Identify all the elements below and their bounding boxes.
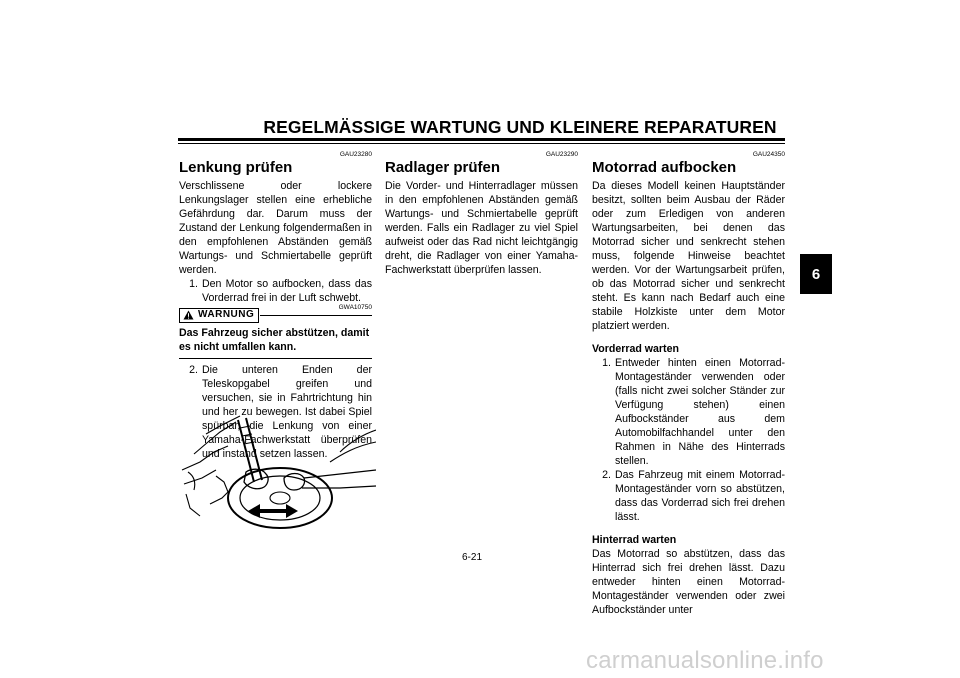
column-motorcycle-stand — [592, 150, 785, 617]
section-paragraph: Verschlissene oder lockere Lenkungslager stellen eine erhebliche Gefährdung dar. Darum muss der Zustand der Lenkung folgendermaßen in den empfohlenen Abständen gemäß Wartungs- und Schmiertabelle geprüft werden. — [179, 180, 372, 276]
step-number: 2. — [189, 364, 198, 376]
steering-check-illustration — [180, 412, 376, 530]
section-code: GAU23290 — [545, 151, 578, 158]
title-rule-thin — [178, 143, 785, 144]
warning-header — [179, 304, 372, 323]
step-number: 2. — [602, 469, 611, 481]
section-paragraph: Da dieses Modell keinen Hauptständer besitzt, sollten beim Ausbau der Räder oder zum Erledigen von anderen Wartungsarbeiten, bei denen das Motorrad sicher und senkrecht stehen muss, folgende Hinweise beachtet werden. Vor der Wartungsarbeit prüfen, ob das Motorrad sicher und senkrecht steht. Es kann nach Bedarf auch eine stabile Holzkiste unter dem Motor platziert werden. — [592, 180, 785, 332]
step-text: Das Fahrzeug mit einem Motorrad-Montageständer vorn so abstützen, dass das Vorderrad sich frei drehen lässt. — [615, 469, 785, 523]
section-heading: Radlager prüfen — [385, 159, 501, 176]
section-heading: Motorrad aufbocken — [592, 159, 737, 176]
section-code: GAU23280 — [339, 151, 372, 158]
list-item — [592, 468, 785, 524]
section-paragraph: Die Vorder- und Hinterradlager müssen in den empfohlenen Abständen gemäß Wartungs- und Schmiertabelle geprüft werden. Falls ein Radlager zu viel Spiel aufweist oder das Rad nicht leichtgängig dreht, die Radlager von einer Yamaha-Fachwerkstatt überprüfen lassen. — [385, 180, 578, 276]
list-item — [592, 356, 785, 468]
step-number: 1. — [189, 278, 198, 290]
front-step-list — [592, 356, 785, 524]
section-paragraph: Das Motorrad so abstützen, dass das Hinterrad sich frei drehen lässt. Dazu entweder hinten einen Motorrad-Montageständer verwenden oder zwei Aufbockständer unter — [592, 548, 785, 616]
warning-badge — [179, 308, 259, 323]
step-number: 1. — [602, 357, 611, 369]
section-code: GAU24350 — [752, 151, 785, 158]
watermark: carmanualsonline.info — [586, 647, 824, 674]
warning-code: GWA10750 — [338, 304, 372, 311]
chapter-tab[interactable]: 6 — [800, 254, 832, 294]
step-text: Den Motor so aufbocken, dass das Vorderrad frei in der Luft schwebt. — [202, 278, 372, 304]
page-title: REGELMÄSSIGE WARTUNG UND KLEINERE REPARATUREN — [263, 117, 777, 137]
column-wheel-bearings — [385, 150, 578, 277]
warning-text: Das Fahrzeug sicher abstützen, damit es nicht umfallen kann. — [179, 323, 372, 359]
page-number: 6-21 — [462, 552, 483, 563]
warning-label: WARNUNG — [198, 309, 255, 320]
step-text: Die unteren Enden der Teleskopgabel greifen und versuchen, sie in Fahrtrichtung hin und her zu bewegen. Ist dabei Spiel spürbar, die Lenkung von einer Yamaha-Fachwerkstatt überprüfen und instand setzen lassen. — [202, 364, 372, 460]
step-text: Entweder hinten einen Motorrad-Montageständer verwenden oder (falls nicht zwei solcher Ständer zur Verfügung stehen) einen Aufbockständer aus dem Automobilfachhandel unter den Rahmen in Nähe des Hinterrads stellen. — [615, 357, 785, 467]
warning-box — [179, 304, 372, 359]
subheading-front-wheel: Vorderrad warten — [592, 343, 679, 355]
warning-triangle-icon — [183, 310, 194, 320]
title-rule-thick — [178, 138, 785, 141]
subheading-rear-wheel: Hinterrad warten — [592, 534, 677, 546]
section-heading: Lenkung prüfen — [179, 159, 293, 176]
